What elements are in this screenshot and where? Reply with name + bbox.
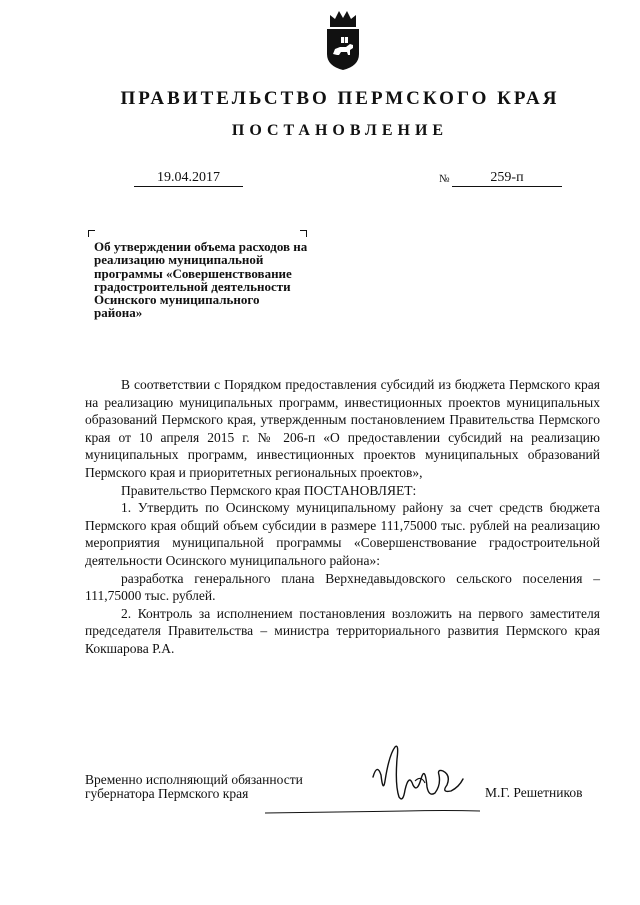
item-1-paragraph: 1. Утвердить по Осинскому муниципальному району за счет средств бюджета Пермского края общий объем субсидии в размере 111,75000 тыс. рублей на реализацию мероприятия муниципальной программы «Совершенствование градостроительной деятельности Осинского муниципального района»: [85,500,600,568]
document-date: 19.04.2017 [134,170,243,187]
document-subject: Об утверждении объема расходов на реализацию муниципальной программы «Совершенствование градостроительной деятельности Осинского муниципального района» [94,239,308,321]
signatory-position-line-2: губернатора Пермского края [85,786,249,801]
subject-bracket-left [88,230,95,237]
handwritten-signature [355,735,485,810]
document-number: 259-п [452,170,562,187]
item-1-sub-paragraph: разработка генерального плана Верхнедавыдовского сельского поселения – 111,75000 тыс. рублей. [85,570,600,604]
preamble-paragraph: В соответствии с Порядком предоставления субсидий из бюджета Пермского края на реализацию муниципальных программ, инвестиционных проектов муниципальных образований Пермского края, утвержденным постановлением Правительства Пермского края от 10 апреля 2015 г. № 206-п «О предоставлении субсидий на реализацию муниципальных программ, инвестиционных проектов муниципальных образований Пермского края и приоритетных региональных проектов», [85,377,600,480]
signatory-position [85,773,303,801]
government-title: ПРАВИТЕЛЬСТВО ПЕРМСКОГО КРАЯ [120,88,560,109]
number-sign: № [439,173,450,185]
resolves-paragraph: Правительство Пермского края ПОСТАНОВЛЯЕТ: [121,482,417,498]
item-2-paragraph: 2. Контроль за исполнением постановления возложить на первого заместителя председателя Правительства – министра территориального развития Пермского края Кокшарова Р.А. [85,605,600,656]
document-body [85,376,600,658]
perm-krai-coat-of-arms-icon [322,6,364,72]
signature-flourish-line [265,809,480,815]
document-type: ПОСТАНОВЛЕНИЕ [231,122,449,139]
subject-bracket-right [300,230,307,237]
signatory-name: М.Г. Решетников [485,785,583,800]
signatory-position-line-1: Временно исполняющий обязанности [85,772,303,787]
